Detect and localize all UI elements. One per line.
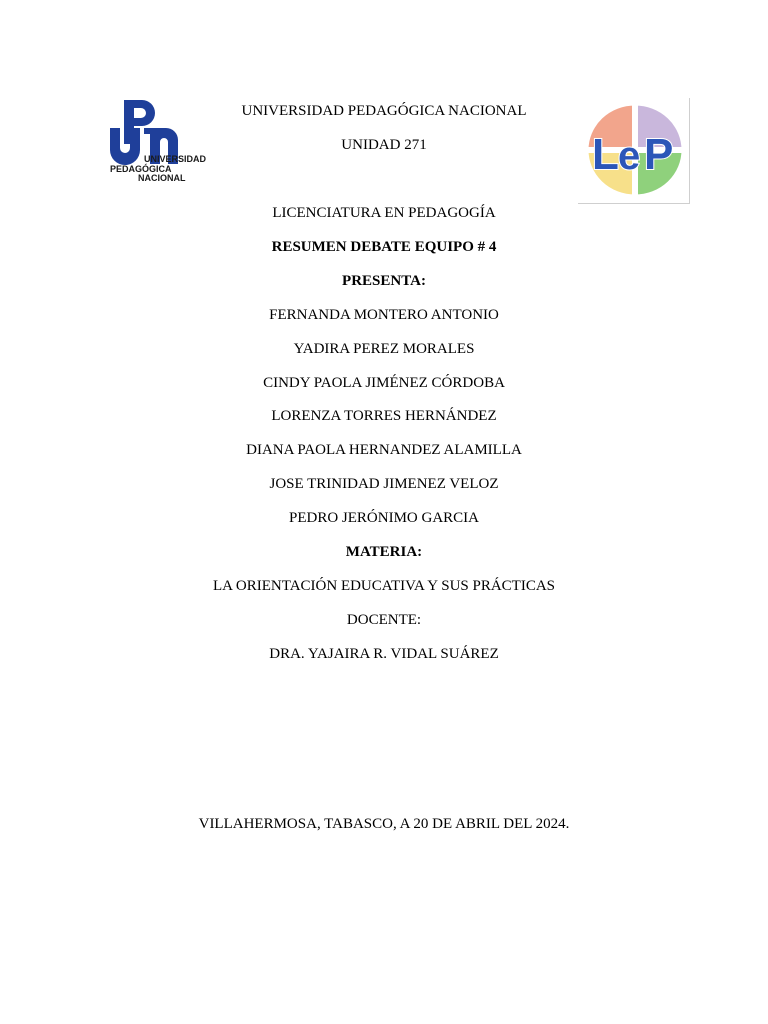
docente-name: DRA. YAJAIRA R. VIDAL SUÁREZ [269,646,499,662]
member-name: FERNANDA MONTERO ANTONIO [269,307,499,323]
member-name: CINDY PAOLA JIMÉNEZ CÓRDOBA [263,375,505,391]
member-name: JOSE TRINIDAD JIMENEZ VELOZ [269,476,499,492]
lep-letter-l: L [592,130,619,179]
document-title: RESUMEN DEBATE EQUIPO # 4 [271,239,497,255]
place-and-date: VILLAHERMOSA, TABASCO, A 20 DE ABRIL DEL 2024. [198,816,570,832]
upn-logo-line3: NACIONAL [138,173,186,183]
university-name: UNIVERSIDAD PEDAGÓGICA NACIONAL [241,103,527,119]
lep-letter-p: P [644,130,674,179]
materia-name: LA ORIENTACIÓN EDUCATIVA Y SUS PRÁCTICAS [212,578,556,594]
lep-letter-e: e [618,134,641,178]
member-name: LORENZA TORRES HERNÁNDEZ [271,408,497,424]
docente-label: DOCENTE: [346,612,422,628]
upn-logo-line1: UNIVERSIDAD [144,154,207,164]
member-name: YADIRA PEREZ MORALES [293,341,475,357]
program-name: LICENCIATURA EN PEDAGOGÍA [272,205,496,221]
materia-label: MATERIA: [345,544,423,560]
member-name: DIANA PAOLA HERNANDEZ ALAMILLA [246,442,522,458]
member-name: PEDRO JERÓNIMO GARCIA [288,510,479,526]
unit-name: UNIDAD 271 [341,137,427,153]
upn-logo-line2: PEDAGÓGICA [110,164,172,174]
presenta-label: PRESENTA: [342,273,426,289]
